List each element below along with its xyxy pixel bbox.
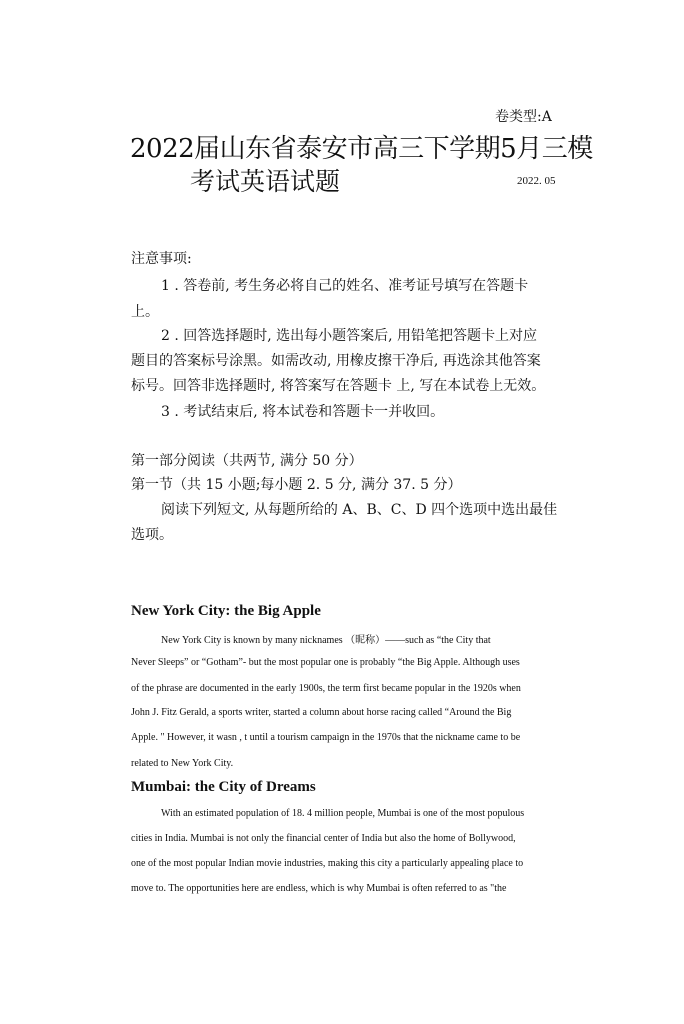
exam-title-line1: 2022届山东省泰安市高三下学期5月三模 xyxy=(130,134,593,164)
notice-item-3: 3 . 考试结束后, 将本试卷和答题卡一并收回。 xyxy=(161,404,445,420)
notice-item-1: 1 . 答卷前, 考生务必将自己的姓名、准考证号填写在答题卡 xyxy=(161,278,529,294)
notice-item-1-cont: 上。 xyxy=(131,304,159,320)
passage-heading-mumbai: Mumbai: the City of Dreams xyxy=(131,779,316,795)
passage-heading-newyork: New York City: the Big Apple xyxy=(131,603,321,619)
notice-heading: 注意事项: xyxy=(131,251,192,267)
section-one-heading: 第一节（共 15 小题;每小题 2. 5 分, 满分 37. 5 分） xyxy=(131,477,462,493)
instructions: 阅读下列短文, 从每题所给的 A、B、C、D 四个选项中选出最佳 xyxy=(161,502,558,518)
passage-line: one of the most popular Indian movie industries, making this city a particularly appealing place to xyxy=(131,858,524,869)
notice-item-2-cont: 题目的答案标号涂黑。如需改动, 用橡皮擦干净后, 再选涂其他答案 xyxy=(131,353,541,369)
passage-line: move to. The opportunities here are endless, which is why Mumbai is often referred to as "the xyxy=(131,883,507,894)
passage-line: Apple. " However, it wasn , t until a tourism campaign in the 1970s that the nickname came to be xyxy=(131,732,521,743)
passage-line: of the phrase are documented in the early 1900s, the term first became popular in the 1920s when xyxy=(131,683,521,694)
passage-line: cities in India. Mumbai is not only the financial center of India but also the home of Bollywood, xyxy=(131,833,516,844)
paper-type-label: 卷类型:A xyxy=(495,109,552,125)
passage-line: related to New York City. xyxy=(131,758,234,769)
passage-line: John J. Fitz Gerald, a sports writer, started a column about horse racing called “Around the Big xyxy=(131,707,512,718)
exam-date: 2022. 05 xyxy=(517,175,556,187)
passage-line: New York City is known by many nicknames （昵称）——such as “the City that xyxy=(161,635,491,646)
notice-item-2-cont2: 标号。回答非选择题时, 将答案写在答题卡 上, 写在本试卷上无效。 xyxy=(131,378,546,394)
notice-item-2: 2 . 回答选择题时, 选出每小题答案后, 用铅笔把答题卡上对应 xyxy=(161,328,538,344)
passage-line: With an estimated population of 18. 4 million people, Mumbai is one of the most populous xyxy=(161,808,525,819)
part-one-heading: 第一部分阅读（共两节, 满分 50 分） xyxy=(131,453,363,469)
instructions-cont: 选项。 xyxy=(131,527,173,543)
passage-line: Never Sleeps” or “Gotham”- but the most popular one is probably “the Big Apple. Although uses xyxy=(131,657,520,668)
exam-title-line2: 考试英语试题 xyxy=(190,167,341,196)
